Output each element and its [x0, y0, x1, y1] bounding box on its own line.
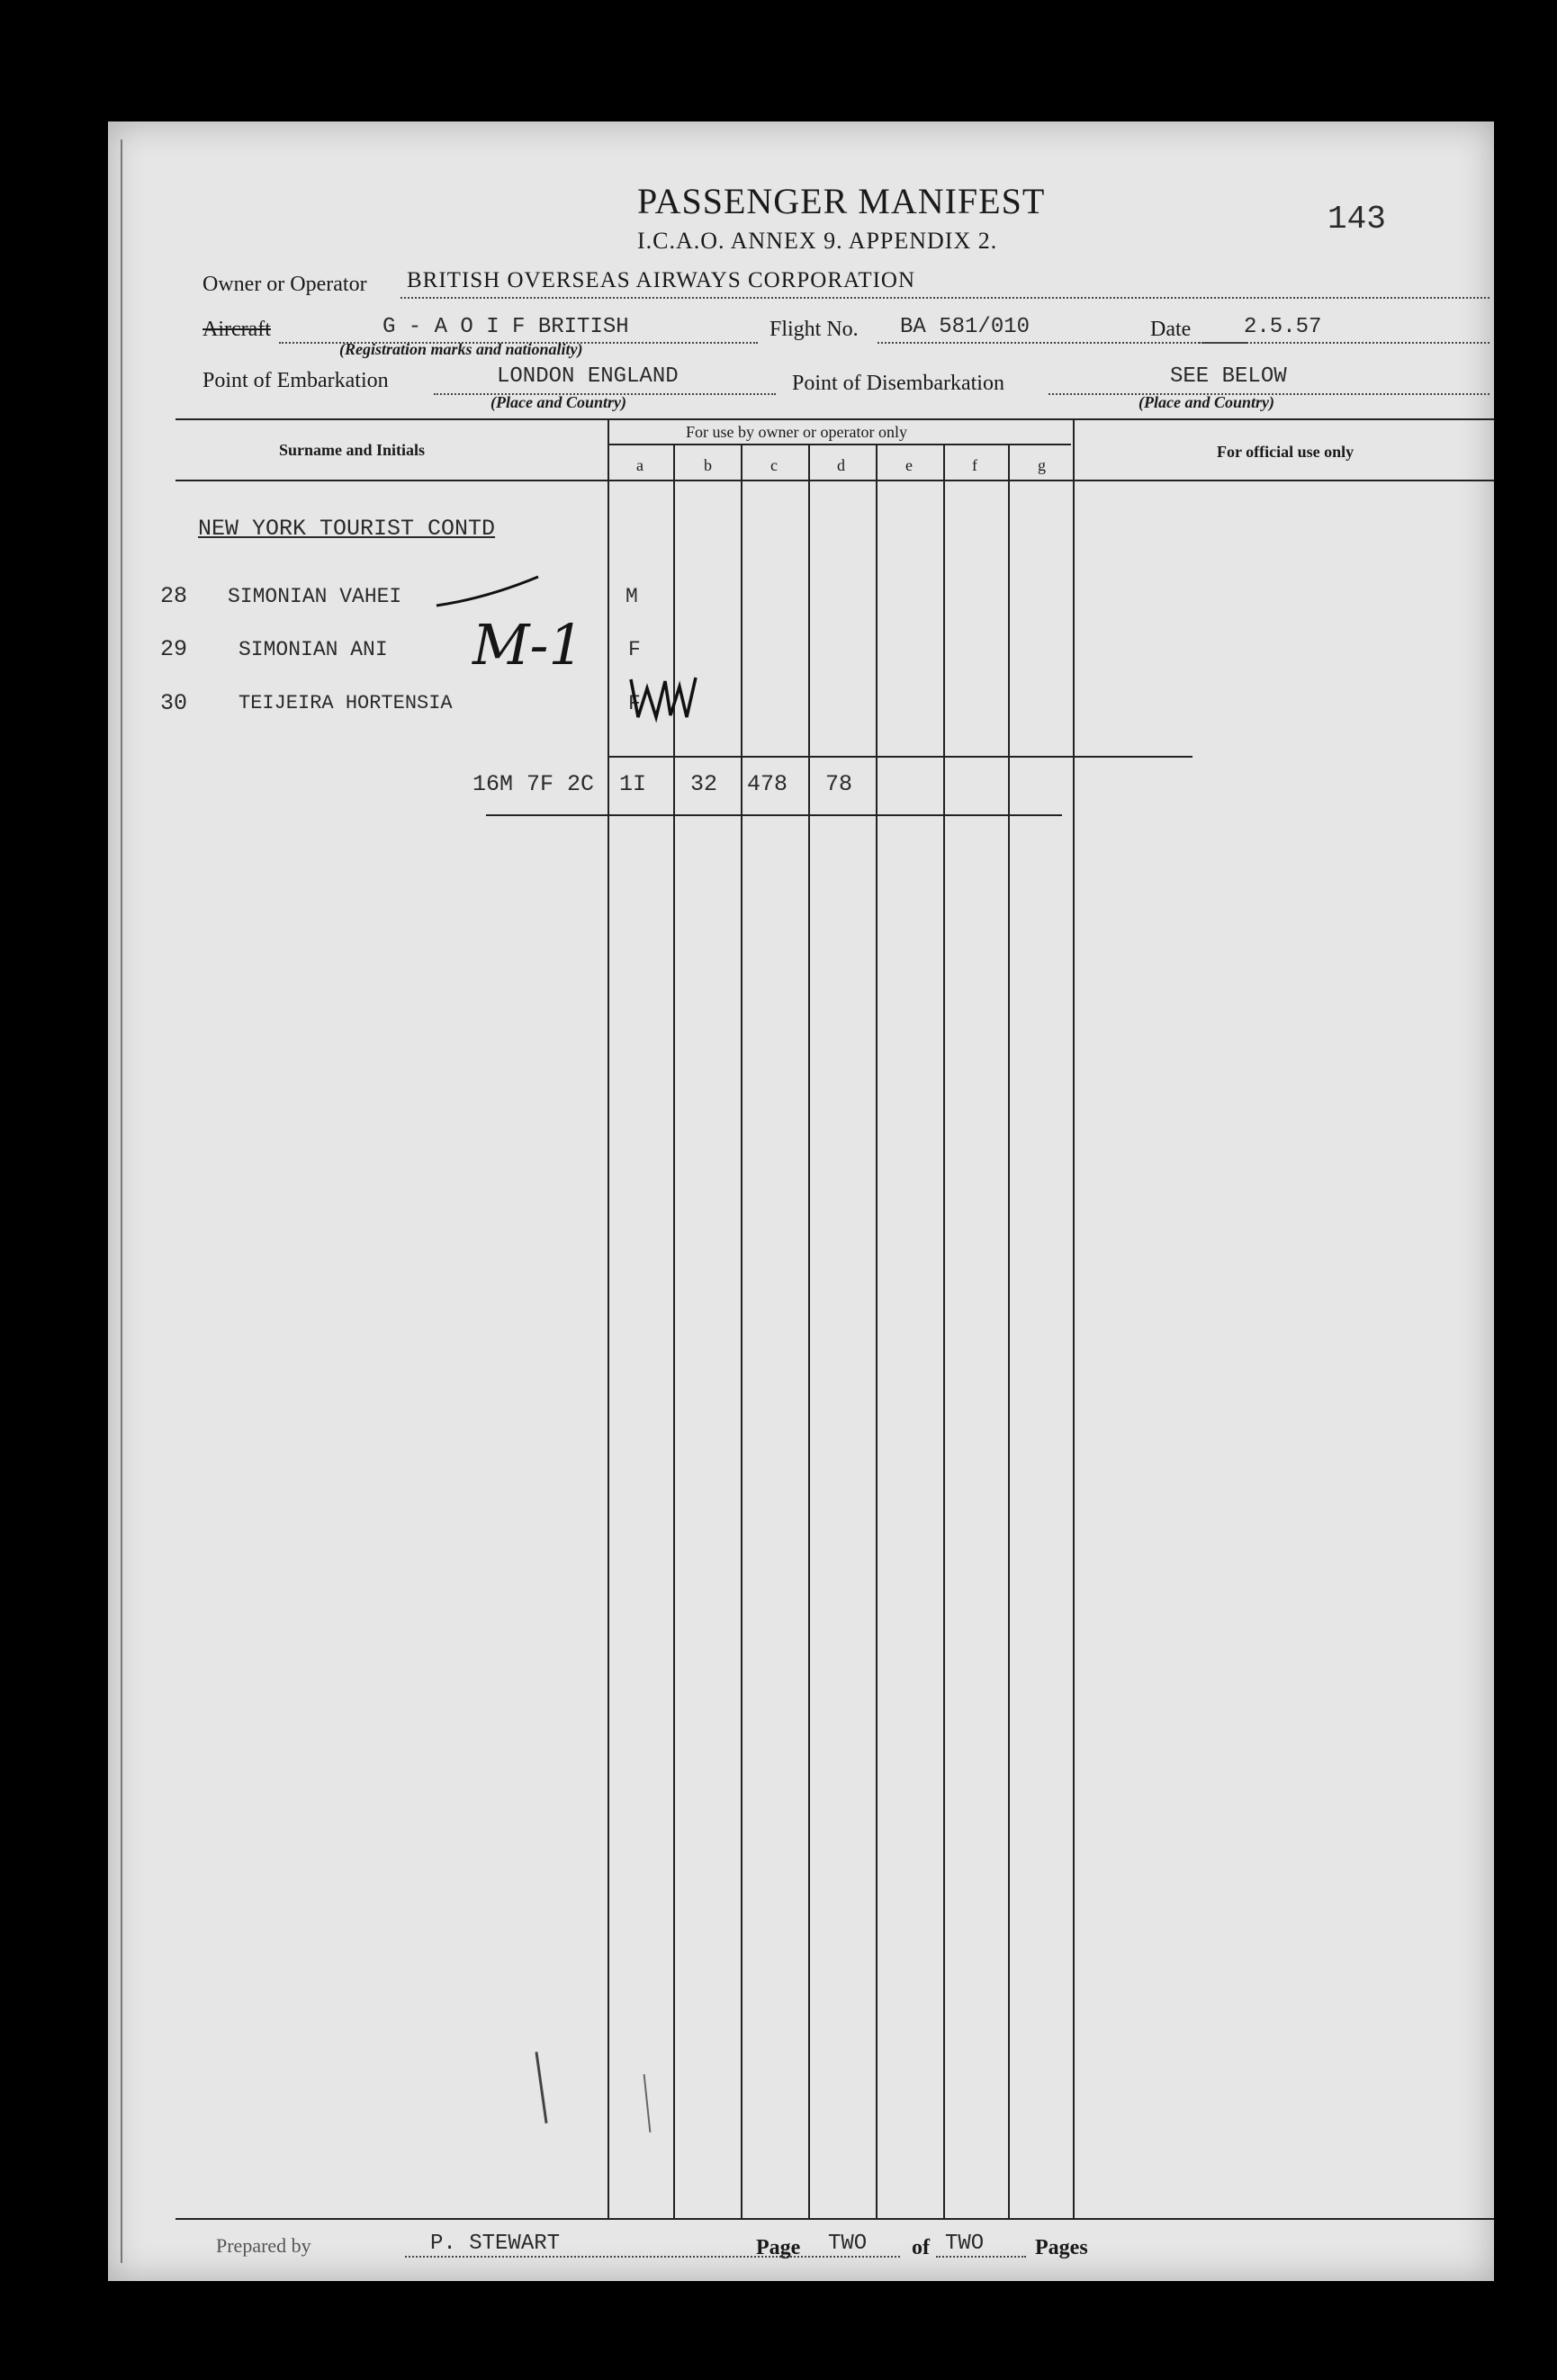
- stray-mark: [644, 2074, 652, 2133]
- totals-bottom-line: [486, 814, 1062, 816]
- prepared-by-value: P. STEWART: [430, 2232, 561, 2256]
- of-label: of: [912, 2236, 930, 2259]
- column-line-c: [741, 444, 742, 2218]
- row-29-handwritten-annotation: M-1: [472, 612, 584, 678]
- surname-header: Surname and Initials: [279, 441, 426, 459]
- row-29-col-a: F: [628, 638, 641, 661]
- col-letter-b: b: [704, 456, 712, 474]
- row-30-col-a: F: [628, 692, 641, 715]
- col-letter-c: c: [770, 456, 778, 474]
- handwritten-check-mark: [432, 571, 544, 612]
- totals-col-b: 32: [690, 771, 718, 797]
- column-line-g: [1008, 444, 1010, 2218]
- official-column-line: [1073, 418, 1075, 2218]
- date-value: 2.5.57: [1244, 315, 1322, 339]
- page-number: 143: [1328, 201, 1386, 238]
- section-heading: NEW YORK TOURIST CONTD: [198, 516, 496, 542]
- column-line-f: [943, 444, 945, 2218]
- page-title: PASSENGER MANIFEST: [637, 181, 1046, 221]
- row-28-number: 28: [160, 583, 188, 609]
- stray-mark: [535, 2052, 547, 2124]
- owner-use-underline: [608, 444, 1071, 445]
- totals-col-c: 478: [747, 771, 788, 797]
- col-letter-a: a: [636, 456, 644, 474]
- prepared-by-label: Prepared by: [216, 2234, 311, 2257]
- manifest-sheet: [108, 121, 1494, 2281]
- column-line-a: [608, 418, 609, 2218]
- disembark-value: SEE BELOW: [1170, 364, 1287, 389]
- aircraft-label: Aircraft: [202, 318, 271, 341]
- totals-col-d: 78: [825, 771, 853, 797]
- disembark-note: (Place and Country): [1138, 393, 1274, 411]
- row-29-number: 29: [160, 636, 188, 662]
- owner-dotted-line: [400, 297, 1490, 299]
- aircraft-value: G - A O I F BRITISH: [382, 315, 629, 339]
- handwritten-initials-mark: [626, 670, 702, 724]
- owner-value: BRITISH OVERSEAS AIRWAYS CORPORATION: [407, 268, 916, 292]
- row-30-name: TEIJEIRA HORTENSIA: [238, 692, 453, 714]
- date-label: Date: [1150, 318, 1192, 341]
- disembark-label: Point of Disembarkation: [792, 372, 1004, 395]
- row-30-number: 30: [160, 690, 188, 716]
- col-letter-e: e: [905, 456, 913, 474]
- table-top-line: [176, 418, 1494, 420]
- flight-value: BA 581/010: [900, 315, 1030, 339]
- col-letter-g: g: [1038, 456, 1046, 474]
- date-dotted-line: [1199, 342, 1490, 344]
- aircraft-note: (Registration marks and nationality): [339, 340, 583, 358]
- embark-note: (Place and Country): [490, 393, 626, 411]
- col-letter-d: d: [837, 456, 845, 474]
- page-dotted-line: [819, 2256, 900, 2258]
- flight-label: Flight No.: [770, 318, 859, 341]
- owner-label: Owner or Operator: [202, 273, 367, 296]
- embark-value: LONDON ENGLAND: [497, 364, 679, 389]
- of-dotted-line: [936, 2256, 1026, 2258]
- column-line-d: [808, 444, 810, 2218]
- flight-dotted-line: [878, 342, 1246, 344]
- owner-use-header: For use by owner or operator only: [686, 423, 907, 441]
- table-bottom-line: [176, 2218, 1494, 2220]
- page-subtitle: I.C.A.O. ANNEX 9. APPENDIX 2.: [637, 228, 998, 254]
- official-use-header: For official use only: [1217, 443, 1354, 461]
- pages-label: Pages: [1035, 2236, 1088, 2259]
- binding-edge: [121, 139, 122, 2263]
- of-value: TWO: [945, 2232, 985, 2256]
- totals-label: 16M 7F 2C: [472, 771, 595, 797]
- row-28-name: SIMONIAN VAHEI: [228, 585, 402, 608]
- row-29-name: SIMONIAN ANI: [238, 638, 388, 661]
- totals-top-line: [608, 756, 1192, 758]
- table-header-bottom-line: [176, 480, 1494, 481]
- page-value: TWO: [828, 2232, 868, 2256]
- embark-label: Point of Embarkation: [202, 369, 389, 392]
- totals-col-a: 1I: [619, 771, 647, 797]
- page-label: Page: [756, 2236, 801, 2259]
- col-letter-f: f: [972, 456, 977, 474]
- row-28-col-a: M: [626, 585, 638, 608]
- column-line-e: [876, 444, 878, 2218]
